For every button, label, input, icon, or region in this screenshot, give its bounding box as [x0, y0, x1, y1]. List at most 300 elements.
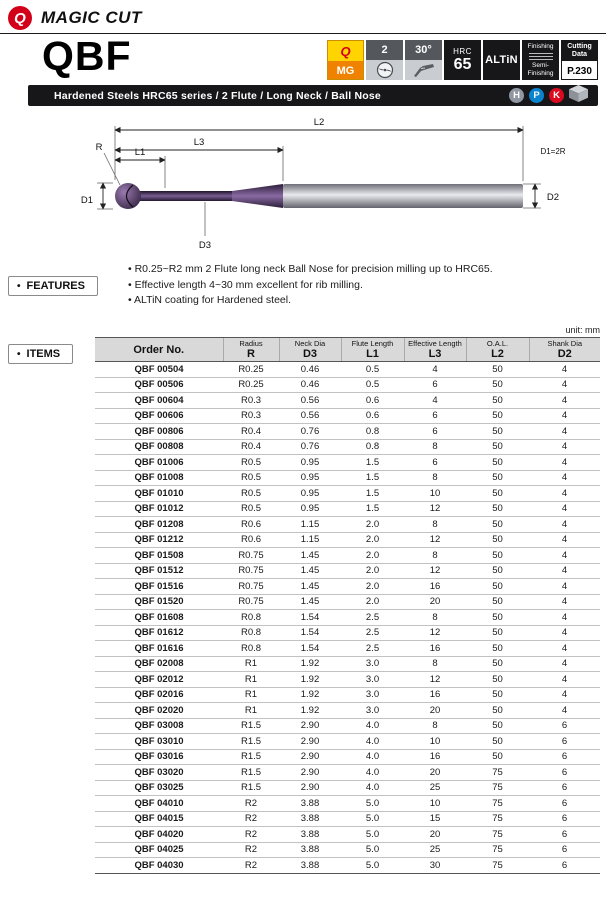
brand-title: MAGIC CUT: [41, 8, 142, 27]
value-cell: R1.5: [223, 734, 279, 750]
value-cell: R1.5: [223, 765, 279, 781]
value-cell: 4: [529, 610, 600, 626]
value-cell: 10: [404, 486, 466, 502]
features-list: [128, 262, 596, 309]
brand-row: [8, 6, 142, 30]
value-cell: 6: [529, 749, 600, 765]
value-cell: 2.0: [341, 563, 404, 579]
table-row: [95, 594, 600, 610]
table-row: [95, 439, 600, 455]
value-cell: 20: [404, 827, 466, 843]
column-header: Shank Dia D2: [529, 338, 600, 362]
tool-taper: [232, 184, 283, 208]
value-cell: 4.0: [341, 718, 404, 734]
value-cell: R1.5: [223, 718, 279, 734]
table-row: [95, 548, 600, 564]
value-cell: 0.46: [279, 377, 341, 393]
value-cell: 4: [529, 501, 600, 517]
value-cell: R0.75: [223, 563, 279, 579]
value-cell: 6: [404, 408, 466, 424]
value-cell: 6: [404, 424, 466, 440]
value-cell: R0.75: [223, 594, 279, 610]
value-cell: 0.95: [279, 486, 341, 502]
order-no-cell: QBF 04030: [95, 858, 223, 874]
features-bullet: •: [17, 280, 21, 292]
order-no-cell: QBF 04025: [95, 842, 223, 858]
value-cell: 6: [529, 734, 600, 750]
value-cell: R1: [223, 687, 279, 703]
value-cell: 50: [466, 501, 529, 517]
value-cell: 0.46: [279, 362, 341, 378]
value-cell: 4: [529, 362, 600, 378]
table-row: [95, 672, 600, 688]
order-no-cell: QBF 01508: [95, 548, 223, 564]
dim-D2-label: D2: [546, 192, 560, 203]
value-cell: 0.76: [279, 439, 341, 455]
value-cell: 2.90: [279, 765, 341, 781]
table-row: [95, 796, 600, 812]
value-cell: R0.4: [223, 439, 279, 455]
value-cell: 2.0: [341, 517, 404, 533]
dim-D3-label: D3: [198, 240, 212, 251]
features-label: [8, 276, 98, 296]
value-cell: R0.5: [223, 470, 279, 486]
value-cell: 0.5: [341, 362, 404, 378]
value-cell: 0.95: [279, 455, 341, 471]
value-cell: 4: [529, 548, 600, 564]
order-no-cell: QBF 04020: [95, 827, 223, 843]
value-cell: 50: [466, 532, 529, 548]
value-cell: 50: [466, 734, 529, 750]
value-cell: 5.0: [341, 827, 404, 843]
column-header: Radius R: [223, 338, 279, 362]
value-cell: 25: [404, 780, 466, 796]
table-row: [95, 408, 600, 424]
value-cell: 16: [404, 687, 466, 703]
value-cell: R1.5: [223, 749, 279, 765]
spec-badges: [327, 40, 598, 80]
value-cell: 0.56: [279, 408, 341, 424]
value-cell: R0.25: [223, 377, 279, 393]
value-cell: 50: [466, 641, 529, 657]
value-cell: 4: [529, 486, 600, 502]
value-cell: 6: [529, 796, 600, 812]
value-cell: 6: [529, 842, 600, 858]
column-header: Neck Dia D3: [279, 338, 341, 362]
value-cell: R1: [223, 672, 279, 688]
badge-q-label: Q: [328, 41, 363, 61]
badge-mg-label: MG: [328, 61, 363, 80]
table-row: [95, 501, 600, 517]
value-cell: 8: [404, 548, 466, 564]
dim-R-label: R: [95, 142, 103, 153]
order-no-cell: QBF 01012: [95, 501, 223, 517]
value-cell: 4.0: [341, 734, 404, 750]
coating-label: ALTiN: [485, 54, 518, 66]
value-cell: 1.5: [341, 501, 404, 517]
value-cell: R0.6: [223, 517, 279, 533]
table-row: [95, 424, 600, 440]
value-cell: 4: [529, 672, 600, 688]
dim-D1-label: D1: [80, 195, 94, 206]
value-cell: 50: [466, 625, 529, 641]
table-row: [95, 765, 600, 781]
table-row: [95, 579, 600, 595]
value-cell: 4: [529, 579, 600, 595]
value-cell: 4: [529, 656, 600, 672]
value-cell: 2.90: [279, 718, 341, 734]
table-row: [95, 486, 600, 502]
value-cell: 50: [466, 548, 529, 564]
value-cell: 2.0: [341, 532, 404, 548]
value-cell: 75: [466, 780, 529, 796]
order-no-cell: QBF 01208: [95, 517, 223, 533]
value-cell: 6: [529, 858, 600, 874]
order-no-cell: QBF 03020: [95, 765, 223, 781]
value-cell: 75: [466, 842, 529, 858]
items-table-wrap: [95, 337, 600, 874]
value-cell: 3.88: [279, 827, 341, 843]
value-cell: 8: [404, 517, 466, 533]
helix-angle-label: 30°: [405, 40, 442, 60]
order-no-cell: QBF 00806: [95, 424, 223, 440]
value-cell: 4: [529, 439, 600, 455]
value-cell: R0.6: [223, 532, 279, 548]
value-cell: 1.45: [279, 563, 341, 579]
value-cell: 4.0: [341, 765, 404, 781]
value-cell: 75: [466, 827, 529, 843]
items-label-text: ITEMS: [26, 348, 61, 360]
semi-finishing-label: Semi-Finishing: [527, 61, 554, 77]
value-cell: 8: [404, 610, 466, 626]
value-cell: 3.0: [341, 687, 404, 703]
items-bullet: •: [17, 348, 21, 360]
table-row: [95, 749, 600, 765]
order-no-cell: QBF 04010: [95, 796, 223, 812]
value-cell: 50: [466, 594, 529, 610]
tool-shank: [283, 184, 523, 208]
value-cell: 50: [466, 439, 529, 455]
value-cell: 75: [466, 858, 529, 874]
features-label-text: FEATURES: [26, 280, 85, 292]
tool-diagram: [25, 108, 585, 266]
value-cell: 5.0: [341, 796, 404, 812]
order-no-cell: QBF 00808: [95, 439, 223, 455]
value-cell: R0.5: [223, 501, 279, 517]
dim-L1-label: L1: [134, 147, 146, 158]
value-cell: 6: [529, 827, 600, 843]
value-cell: 20: [404, 594, 466, 610]
value-cell: 3.0: [341, 672, 404, 688]
value-cell: R0.3: [223, 408, 279, 424]
value-cell: 5.0: [341, 842, 404, 858]
table-row: [95, 625, 600, 641]
value-cell: 3.88: [279, 796, 341, 812]
value-cell: 4: [529, 377, 600, 393]
value-cell: R0.5: [223, 486, 279, 502]
cutting-data-label: Cutting Data: [562, 41, 597, 61]
value-cell: 3.0: [341, 703, 404, 719]
value-cell: 0.56: [279, 393, 341, 409]
value-cell: 50: [466, 703, 529, 719]
value-cell: 3.88: [279, 842, 341, 858]
order-no-cell: QBF 01616: [95, 641, 223, 657]
value-cell: 50: [466, 563, 529, 579]
cube-icon: [569, 85, 588, 107]
value-cell: 4: [529, 393, 600, 409]
value-cell: 75: [466, 796, 529, 812]
value-cell: 1.45: [279, 548, 341, 564]
value-cell: 6: [404, 455, 466, 471]
value-cell: R0.75: [223, 548, 279, 564]
value-cell: 6: [529, 765, 600, 781]
order-no-cell: QBF 01008: [95, 470, 223, 486]
order-no-cell: QBF 02020: [95, 703, 223, 719]
order-no-cell: QBF 00506: [95, 377, 223, 393]
value-cell: 4: [529, 455, 600, 471]
order-no-cell: QBF 02012: [95, 672, 223, 688]
table-row: [95, 393, 600, 409]
value-cell: 10: [404, 796, 466, 812]
value-cell: 5.0: [341, 811, 404, 827]
table-row: [95, 842, 600, 858]
table-row: [95, 563, 600, 579]
value-cell: 2.0: [341, 579, 404, 595]
value-cell: R1.5: [223, 780, 279, 796]
value-cell: 0.6: [341, 393, 404, 409]
dim-note: D1=2R: [540, 147, 566, 156]
value-cell: 16: [404, 641, 466, 657]
value-cell: 0.95: [279, 470, 341, 486]
value-cell: R0.25: [223, 362, 279, 378]
material-p-icon: P: [529, 88, 544, 103]
value-cell: 6: [529, 718, 600, 734]
value-cell: 1.45: [279, 594, 341, 610]
value-cell: 50: [466, 687, 529, 703]
value-cell: 3.88: [279, 811, 341, 827]
series-bar: [28, 85, 598, 106]
value-cell: 50: [466, 377, 529, 393]
q-logo-icon: Q: [8, 6, 32, 30]
value-cell: 2.0: [341, 594, 404, 610]
value-cell: 12: [404, 563, 466, 579]
table-row: [95, 811, 600, 827]
value-cell: 8: [404, 439, 466, 455]
table-row: [95, 780, 600, 796]
value-cell: R0.75: [223, 579, 279, 595]
value-cell: 2.5: [341, 641, 404, 657]
value-cell: 4: [404, 393, 466, 409]
value-cell: 50: [466, 362, 529, 378]
value-cell: R0.8: [223, 641, 279, 657]
value-cell: R1: [223, 656, 279, 672]
value-cell: 20: [404, 703, 466, 719]
value-cell: 0.6: [341, 408, 404, 424]
value-cell: 16: [404, 579, 466, 595]
items-table: [95, 337, 600, 874]
value-cell: R2: [223, 827, 279, 843]
finishing-lines-icon: [529, 53, 553, 60]
flute-count-label: 2: [366, 40, 403, 60]
table-row: [95, 827, 600, 843]
value-cell: 2.90: [279, 780, 341, 796]
table-row: [95, 532, 600, 548]
column-header: Flute Length L1: [341, 338, 404, 362]
value-cell: 25: [404, 842, 466, 858]
value-cell: 6: [404, 377, 466, 393]
feature-item: • Effective length 4~30 mm excellent for rib milling.: [128, 278, 596, 294]
flute-section-icon: [366, 60, 403, 80]
value-cell: 50: [466, 610, 529, 626]
value-cell: 0.8: [341, 424, 404, 440]
table-row: [95, 858, 600, 874]
finishing-badge: [522, 40, 559, 80]
feature-item: • R0.25~R2 mm 2 Flute long neck Ball Nose for precision milling up to HRC65.: [128, 262, 596, 278]
order-no-cell: QBF 02016: [95, 687, 223, 703]
value-cell: 50: [466, 486, 529, 502]
value-cell: 6: [529, 780, 600, 796]
value-cell: 4: [529, 687, 600, 703]
cutting-data-badge: [561, 40, 598, 80]
material-h-icon: H: [509, 88, 524, 103]
coating-grade-badge: [327, 40, 364, 80]
value-cell: 1.15: [279, 532, 341, 548]
value-cell: 15: [404, 811, 466, 827]
value-cell: 10: [404, 734, 466, 750]
finishing-label: Finishing: [527, 42, 554, 50]
value-cell: 50: [466, 408, 529, 424]
table-row: [95, 610, 600, 626]
value-cell: 1.5: [341, 470, 404, 486]
value-cell: 4.0: [341, 780, 404, 796]
value-cell: 2.90: [279, 734, 341, 750]
value-cell: 50: [466, 672, 529, 688]
flute-count-badge: [366, 40, 403, 80]
dim-L2-label: L2: [313, 117, 325, 128]
value-cell: 4.0: [341, 749, 404, 765]
value-cell: 4: [529, 408, 600, 424]
value-cell: 8: [404, 656, 466, 672]
cutting-data-page: P.230: [562, 61, 597, 80]
value-cell: R0.8: [223, 625, 279, 641]
value-cell: R0.4: [223, 424, 279, 440]
value-cell: 12: [404, 532, 466, 548]
value-cell: 1.54: [279, 641, 341, 657]
table-row: [95, 718, 600, 734]
value-cell: 1.92: [279, 672, 341, 688]
value-cell: R2: [223, 842, 279, 858]
value-cell: 1.92: [279, 703, 341, 719]
drill-icon: [405, 60, 442, 80]
column-header: Effective Length L3: [404, 338, 466, 362]
value-cell: 1.5: [341, 455, 404, 471]
value-cell: 2.0: [341, 548, 404, 564]
order-no-cell: QBF 03025: [95, 780, 223, 796]
table-row: [95, 656, 600, 672]
table-row: [95, 377, 600, 393]
value-cell: 1.92: [279, 656, 341, 672]
product-code-title: QBF: [42, 33, 132, 79]
table-row: [95, 734, 600, 750]
order-no-cell: QBF 00504: [95, 362, 223, 378]
value-cell: 50: [466, 424, 529, 440]
value-cell: 8: [404, 718, 466, 734]
value-cell: 6: [529, 811, 600, 827]
value-cell: 4: [529, 625, 600, 641]
value-cell: R2: [223, 796, 279, 812]
table-row: [95, 687, 600, 703]
value-cell: 75: [466, 765, 529, 781]
order-no-cell: QBF 01010: [95, 486, 223, 502]
value-cell: R0.3: [223, 393, 279, 409]
value-cell: 50: [466, 455, 529, 471]
order-no-cell: QBF 00604: [95, 393, 223, 409]
value-cell: 4: [529, 470, 600, 486]
table-row: [95, 517, 600, 533]
tool-ball-nose: [115, 183, 141, 209]
dim-L3-label: L3: [193, 137, 205, 148]
order-no-cell: QBF 01516: [95, 579, 223, 595]
table-row: [95, 362, 600, 378]
table-row: [95, 703, 600, 719]
value-cell: 50: [466, 749, 529, 765]
value-cell: 0.5: [341, 377, 404, 393]
value-cell: 0.8: [341, 439, 404, 455]
order-no-cell: QBF 01608: [95, 610, 223, 626]
order-no-cell: QBF 00606: [95, 408, 223, 424]
value-cell: 2.5: [341, 625, 404, 641]
series-title: Hardened Steels HRC65 series / 2 Flute / Long Neck / Ball Nose: [54, 89, 381, 102]
value-cell: 1.92: [279, 687, 341, 703]
items-label: [8, 344, 73, 364]
unit-note: unit: mm: [565, 325, 600, 335]
value-cell: 4: [529, 641, 600, 657]
value-cell: 50: [466, 517, 529, 533]
order-no-cell: QBF 01006: [95, 455, 223, 471]
material-k-icon: K: [549, 88, 564, 103]
hrc-value: 65: [453, 56, 472, 73]
value-cell: 3.0: [341, 656, 404, 672]
value-cell: 3.88: [279, 858, 341, 874]
value-cell: 4: [529, 563, 600, 579]
value-cell: R0.5: [223, 455, 279, 471]
value-cell: R2: [223, 858, 279, 874]
order-no-cell: QBF 01212: [95, 532, 223, 548]
value-cell: 5.0: [341, 858, 404, 874]
value-cell: R2: [223, 811, 279, 827]
value-cell: 1.54: [279, 610, 341, 626]
value-cell: 50: [466, 579, 529, 595]
value-cell: 50: [466, 393, 529, 409]
order-no-cell: QBF 04015: [95, 811, 223, 827]
table-row: [95, 641, 600, 657]
table-row: [95, 455, 600, 471]
order-no-cell: QBF 01612: [95, 625, 223, 641]
value-cell: 1.54: [279, 625, 341, 641]
value-cell: 30: [404, 858, 466, 874]
value-cell: 12: [404, 625, 466, 641]
value-cell: 20: [404, 765, 466, 781]
value-cell: 4: [529, 532, 600, 548]
items-table-body: [95, 362, 600, 874]
table-header-row: [95, 338, 600, 362]
value-cell: 50: [466, 656, 529, 672]
value-cell: 2.90: [279, 749, 341, 765]
value-cell: 4: [529, 703, 600, 719]
value-cell: R0.8: [223, 610, 279, 626]
value-cell: 0.95: [279, 501, 341, 517]
feature-item: • ALTiN coating for Hardened steel.: [128, 293, 596, 309]
